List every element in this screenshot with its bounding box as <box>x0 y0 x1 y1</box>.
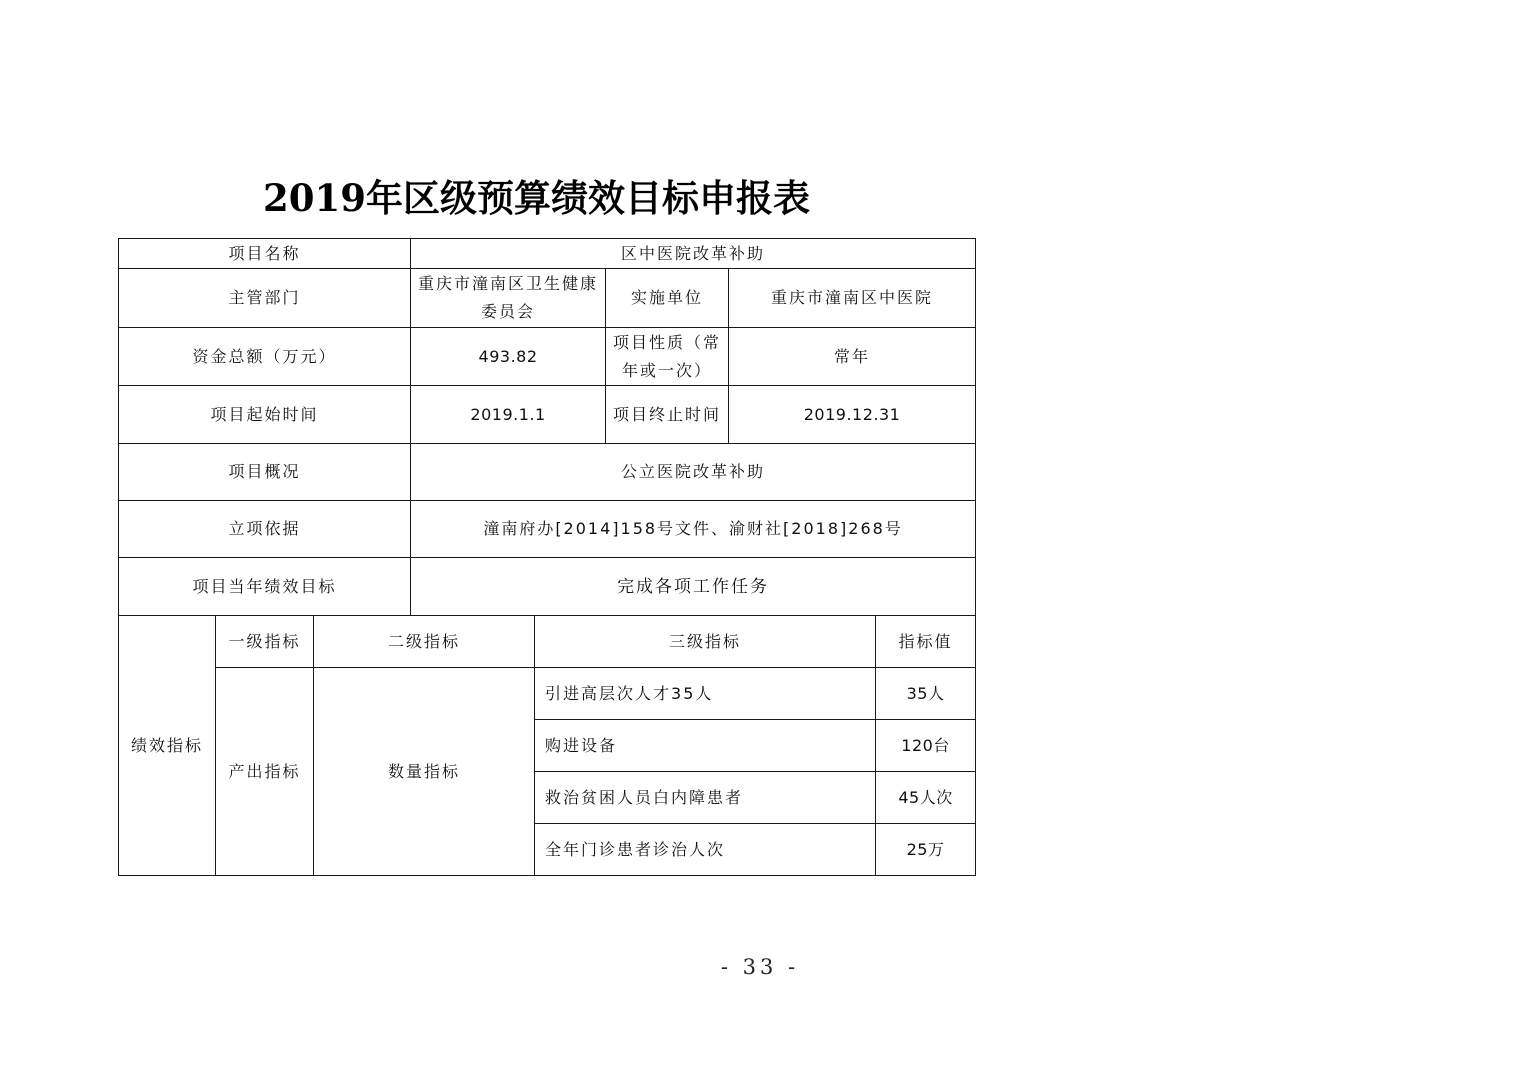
indicator-value: 35人 <box>876 668 976 720</box>
basis-value: 潼南府办[2014]158号文件、渝财社[2018]268号 <box>411 501 976 558</box>
indicator-name: 救治贫困人员白内障患者 <box>535 772 876 824</box>
project-name-label: 项目名称 <box>119 239 411 269</box>
indicator-value: 25万 <box>876 824 976 876</box>
impl-unit-value: 重庆市潼南区中医院 <box>729 269 976 328</box>
goal-value: 完成各项工作任务 <box>411 558 976 616</box>
basis-label: 立项依据 <box>119 501 411 558</box>
table-row <box>119 239 976 269</box>
level2-value: 数量指标 <box>314 668 535 876</box>
indicator-value: 45人次 <box>876 772 976 824</box>
nature-value: 常年 <box>729 328 976 386</box>
dept-value: 重庆市潼南区卫生健康委员会 <box>411 269 606 328</box>
overview-value: 公立医院改革补助 <box>411 444 976 501</box>
page-title: 2019年区级预算绩效目标申报表 <box>263 176 810 220</box>
table-row <box>119 328 976 386</box>
overview-label: 项目概况 <box>119 444 411 501</box>
header-level2: 二级指标 <box>314 616 535 668</box>
dept-label: 主管部门 <box>119 269 411 328</box>
nature-label: 项目性质（常年或一次） <box>606 328 729 386</box>
table-row <box>119 444 976 501</box>
start-value: 2019.1.1 <box>411 386 606 444</box>
end-value: 2019.12.31 <box>729 386 976 444</box>
header-level1: 一级指标 <box>216 616 314 668</box>
start-label: 项目起始时间 <box>119 386 411 444</box>
indicator-value: 120台 <box>876 720 976 772</box>
perf-label: 绩效指标 <box>119 616 216 876</box>
fund-label: 资金总额（万元） <box>119 328 411 386</box>
goal-label: 项目当年绩效目标 <box>119 558 411 616</box>
table-row <box>119 668 976 720</box>
table-row <box>119 558 976 616</box>
indicator-name: 引进高层次人才35人 <box>535 668 876 720</box>
table-row <box>119 501 976 558</box>
table-row <box>119 616 976 668</box>
indicator-name: 全年门诊患者诊治人次 <box>535 824 876 876</box>
project-name-value: 区中医院改革补助 <box>411 239 976 269</box>
header-value: 指标值 <box>876 616 976 668</box>
level1-value: 产出指标 <box>216 668 314 876</box>
page-number: - 33 - <box>720 955 800 979</box>
table-row <box>119 386 976 444</box>
impl-unit-label: 实施单位 <box>606 269 729 328</box>
end-label: 项目终止时间 <box>606 386 729 444</box>
header-level3: 三级指标 <box>535 616 876 668</box>
table-row <box>119 269 976 328</box>
budget-performance-table <box>118 238 976 876</box>
indicator-name: 购进设备 <box>535 720 876 772</box>
fund-value: 493.82 <box>411 328 606 386</box>
